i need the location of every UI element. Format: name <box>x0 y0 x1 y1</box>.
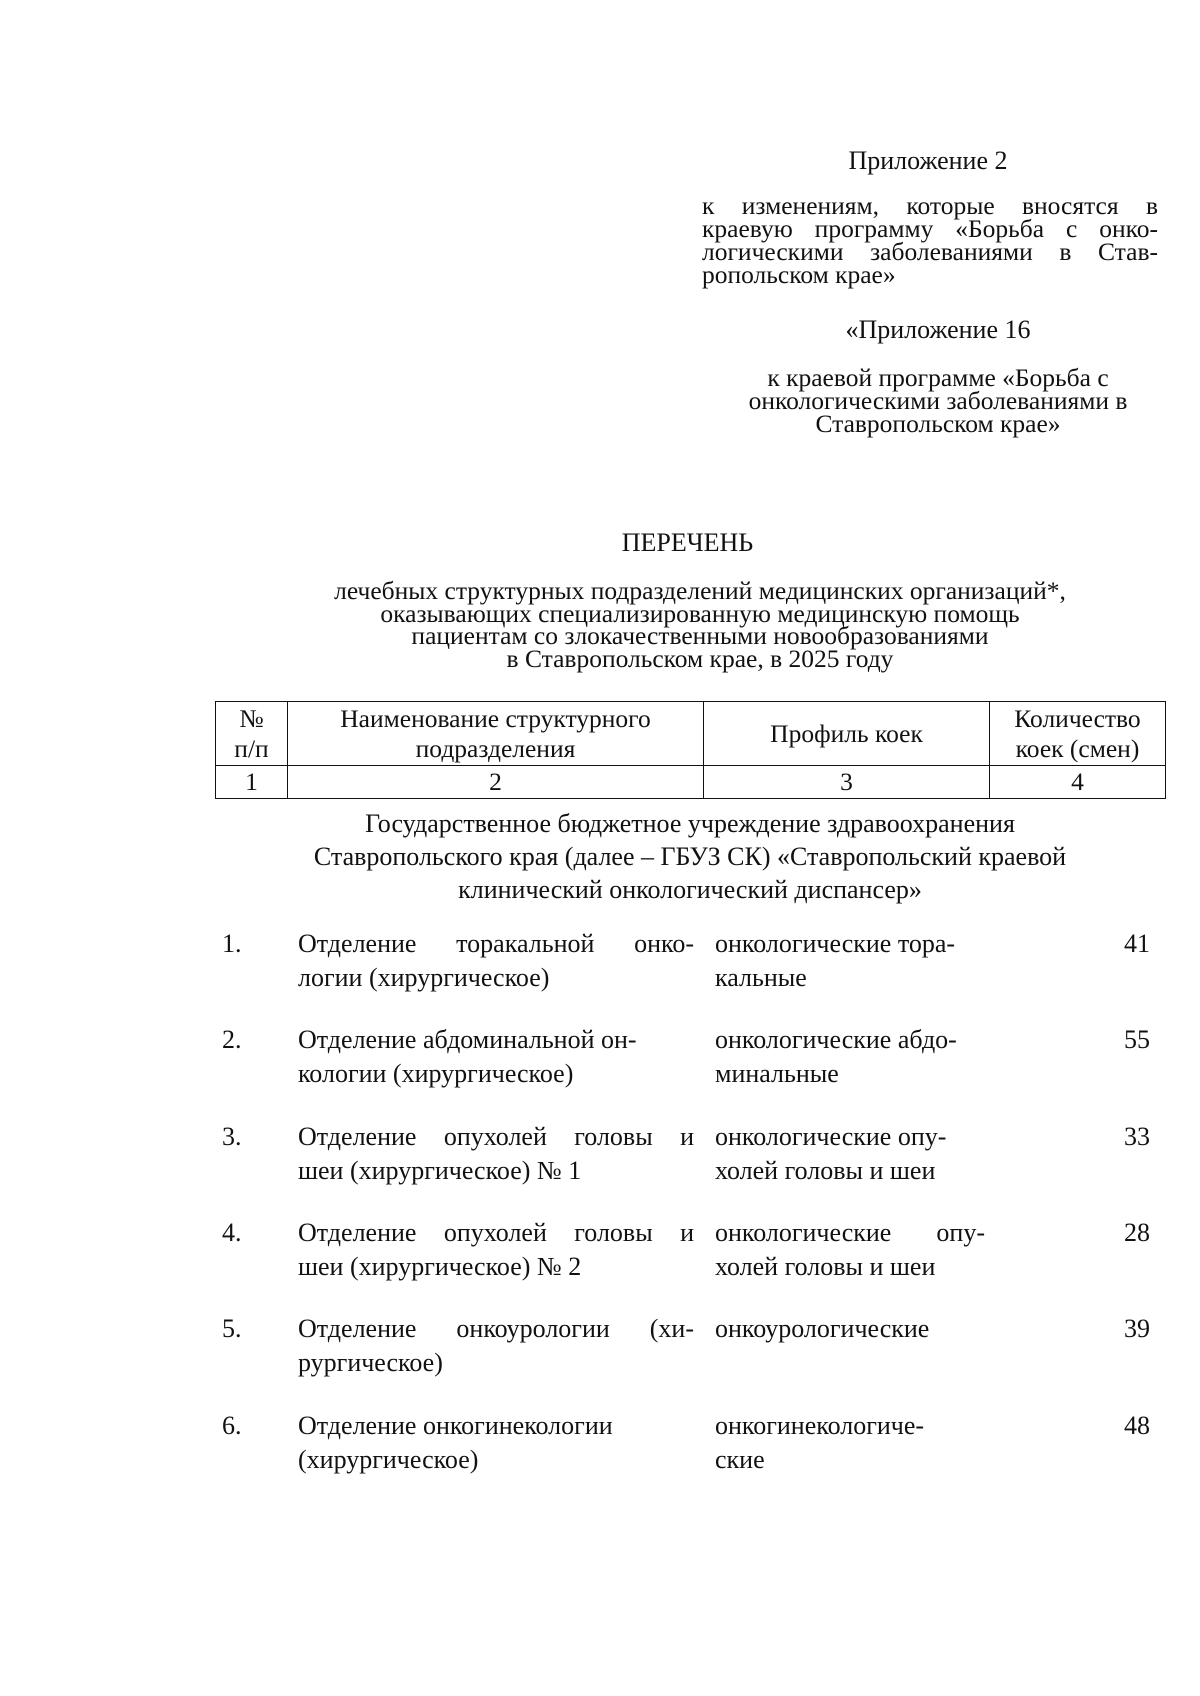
table-header <box>215 701 1166 799</box>
row-profile: онкологические тора- кальные <box>715 929 956 992</box>
row-beds: 41 <box>1124 929 1150 958</box>
header-cell-number: № п/п <box>216 702 288 766</box>
program-appendix-label: «Приложение 16 <box>845 315 1031 344</box>
row-profile: онкологические опу- холей головы и шеи <box>715 1122 947 1185</box>
row-beds: 48 <box>1124 1411 1150 1440</box>
row-profile: онкологические абдо- минальные <box>715 1025 957 1088</box>
appendix-note <box>702 191 1158 289</box>
row-beds: 33 <box>1124 1122 1150 1151</box>
column-number: 3 <box>704 766 990 799</box>
appendix-note-line: ропольском крае» <box>702 260 896 289</box>
row-beds: 39 <box>1124 1314 1150 1343</box>
document-subtitle <box>200 576 1200 673</box>
row-profile: онкоурологические <box>715 1314 930 1343</box>
row-number: 2. <box>222 1025 242 1054</box>
row-beds: 55 <box>1124 1025 1150 1054</box>
organization-name <box>215 807 1165 906</box>
header-cell-profile: Профиль коек <box>704 702 990 766</box>
row-name: Отделение опухолей головы и шеи (хирургическое) № 1 <box>298 1122 694 1185</box>
appendix-label: Приложение 2 <box>848 146 1008 175</box>
row-number: 6. <box>222 1411 242 1440</box>
row-name: Отделение онкоурологии (хи- рургическое) <box>298 1314 694 1377</box>
subtitle-line: оказывающих специализированную медицинскую помощь <box>380 598 1020 628</box>
column-number: 2 <box>288 766 704 799</box>
appendix-note-line: логическими заболеваниями в Став- <box>702 237 1158 266</box>
row-name: Отделение абдоминальной он- кологии (хирургическое) <box>298 1025 637 1088</box>
program-note-line: к краевой программе «Борьба с <box>767 363 1109 392</box>
subtitle-line: пациентам со злокачественными новообразованиями <box>411 621 989 650</box>
row-name: Отделение торакальной онко- логии (хирургическое) <box>298 929 694 992</box>
appendix-note-line: к изменениям, которые вносятся в <box>702 191 1158 220</box>
organization-line: Государственное бюджетное учреждение здравоохранения <box>365 809 1015 838</box>
row-beds: 28 <box>1124 1218 1150 1247</box>
program-note-line: Ставропольском крае» <box>815 409 1061 438</box>
organization-line: Ставропольского края (далее – ГБУЗ СК) «Ставропольский краевой <box>313 842 1067 871</box>
row-name: Отделение опухолей головы и шеи (хирургическое) № 2 <box>298 1218 694 1281</box>
row-number: 3. <box>222 1122 242 1151</box>
row-profile: онкологические опу- холей головы и шеи <box>715 1218 985 1281</box>
document-title: ПЕРЕЧЕНЬ <box>621 528 754 557</box>
header-cell-name: Наименование структурного подразделения <box>288 702 704 766</box>
row-profile: онкогинекологиче- ские <box>715 1411 925 1474</box>
subtitle-line: в Ставропольском крае, в 2025 году <box>506 643 894 673</box>
row-name: Отделение онкогинекологии (хирургическое) <box>298 1411 613 1474</box>
column-number: 4 <box>990 766 1166 799</box>
row-number: 1. <box>222 929 242 958</box>
appendix-note-line: краевую программу «Борьба с онко- <box>702 214 1158 243</box>
program-note <box>718 363 1158 438</box>
program-note-line: онкологическими заболеваниями в <box>748 386 1128 415</box>
subtitle-line: лечебных структурных подразделений медицинских организаций*, <box>334 576 1066 605</box>
row-number: 5. <box>222 1314 242 1343</box>
column-number: 1 <box>216 766 288 799</box>
column-numbers-row <box>216 766 1166 799</box>
row-number: 4. <box>222 1218 242 1247</box>
header-row <box>216 702 1166 766</box>
organization-line: клинический онкологический диспансер» <box>458 875 922 904</box>
header-cell-beds: Количество коек (смен) <box>990 702 1166 766</box>
